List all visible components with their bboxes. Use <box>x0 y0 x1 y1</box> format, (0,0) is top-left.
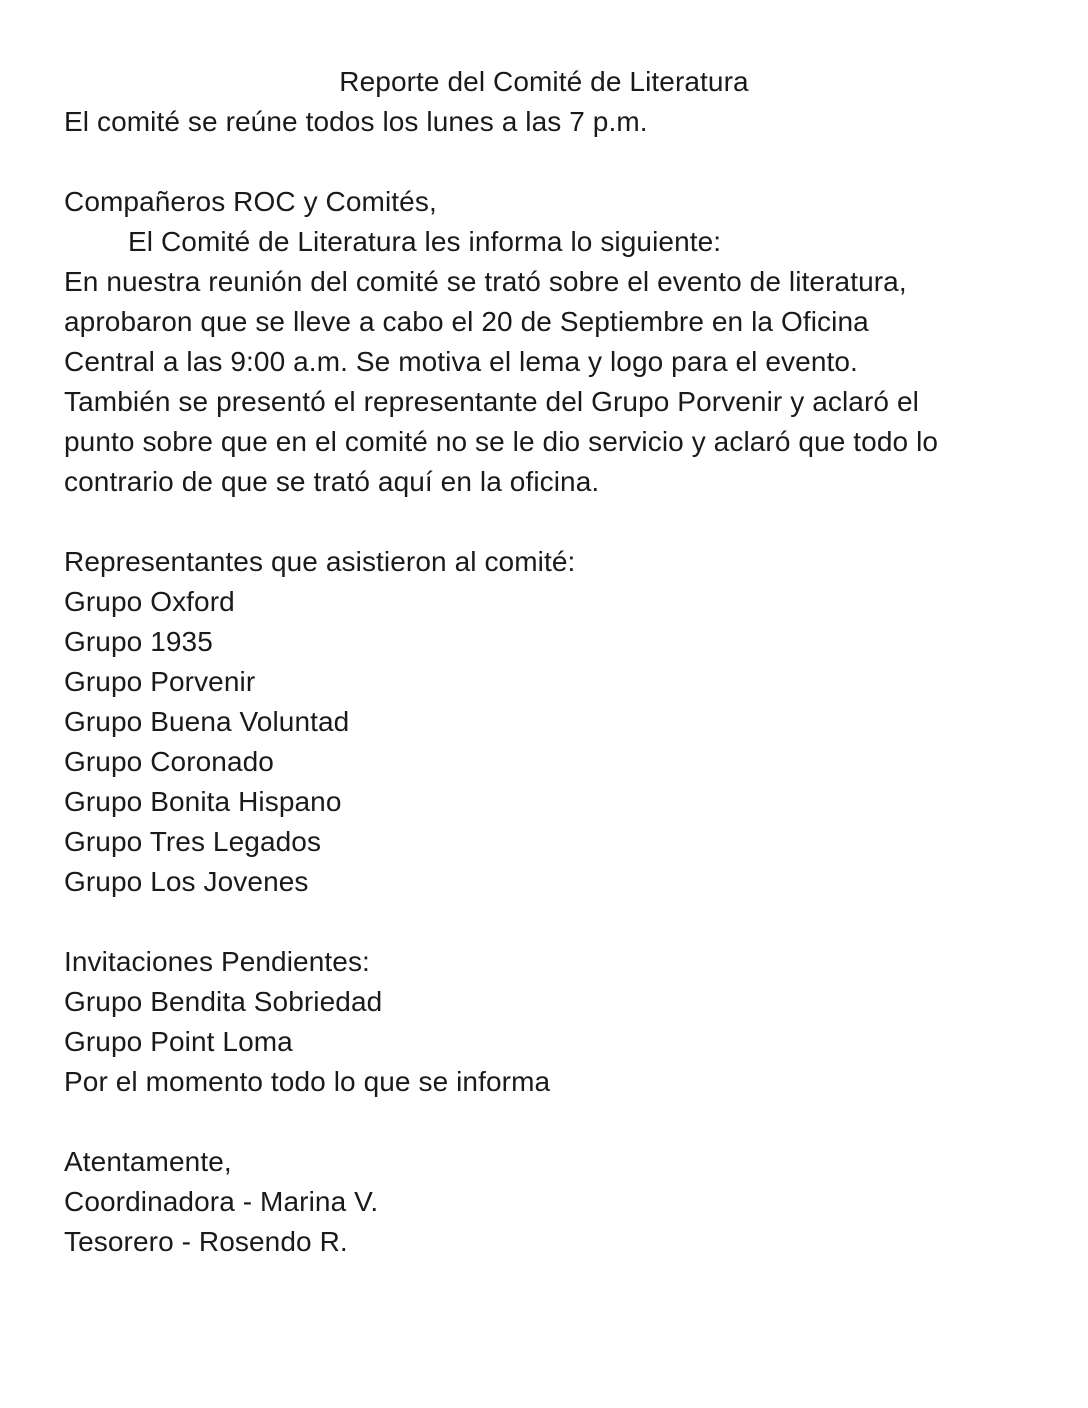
greeting: Compañeros ROC y Comités, <box>64 186 437 217</box>
attendee-item: Grupo Bonita Hispano <box>64 786 342 817</box>
body-line: punto sobre que en el comité no se le dio servicio y aclaró que todo lo <box>64 426 939 457</box>
attendee-item: Grupo Oxford <box>64 586 235 617</box>
document-title: Reporte del Comité de Literatura <box>339 66 749 97</box>
pending-item: Grupo Bendita Sobriedad <box>64 986 383 1017</box>
closing-note: Por el momento todo lo que se informa <box>64 1066 551 1097</box>
pending-heading: Invitaciones Pendientes: <box>64 946 370 977</box>
body-line: También se presentó el representante del Grupo Porvenir y aclaró el <box>64 386 919 417</box>
attendee-item: Grupo Tres Legados <box>64 826 322 857</box>
body-line: aprobaron que se lleve a cabo el 20 de Septiembre en la Oficina <box>64 306 869 337</box>
signature-line: Coordinadora - Marina V. <box>64 1186 379 1217</box>
signoff: Atentamente, <box>64 1146 232 1177</box>
body-line: En nuestra reunión del comité se trató sobre el evento de literatura, <box>64 266 907 297</box>
attendee-item: Grupo Buena Voluntad <box>64 706 350 737</box>
attendee-item: Grupo Porvenir <box>64 666 256 697</box>
body-line: contrario de que se trató aquí en la oficina. <box>64 466 600 497</box>
intro-line: El Comité de Literatura les informa lo siguiente: <box>128 226 722 257</box>
body-line: Central a las 9:00 a.m. Se motiva el lema y logo para el evento. <box>64 346 858 377</box>
meeting-schedule-note: El comité se reúne todos los lunes a las 7 p.m. <box>64 106 648 137</box>
attendees-heading: Representantes que asistieron al comité: <box>64 546 576 577</box>
attendee-item: Grupo 1935 <box>64 626 213 657</box>
signature-line: Tesorero - Rosendo R. <box>64 1226 348 1257</box>
pending-item: Grupo Point Loma <box>64 1026 293 1057</box>
attendee-item: Grupo Coronado <box>64 746 274 777</box>
attendee-item: Grupo Los Jovenes <box>64 866 309 897</box>
